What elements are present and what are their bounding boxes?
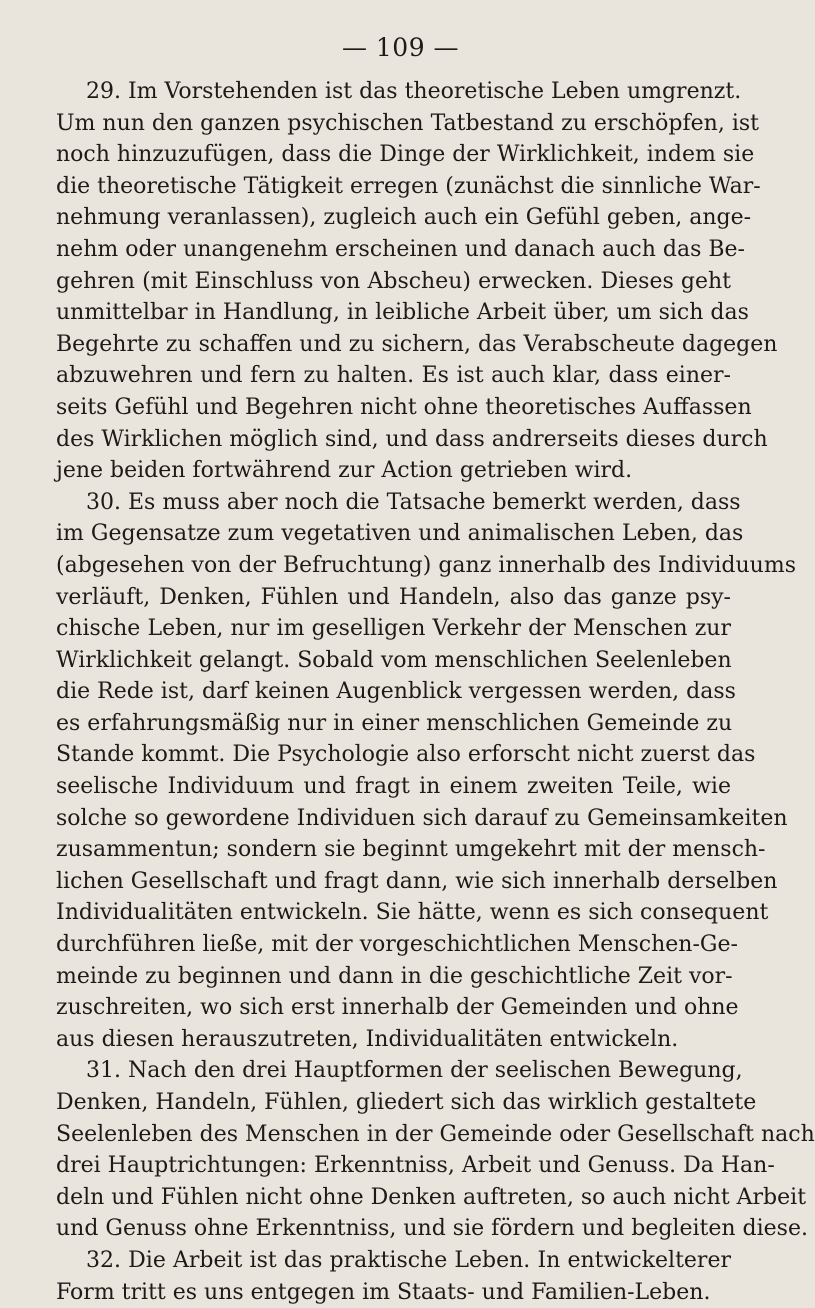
text-line: Individualitäten entwickeln. Sie hätte, wenn es sich consequent [56,900,769,926]
page-number: — 109 — [341,33,460,62]
text-line: 29. Im Vorstehenden ist das theoretische Leben umgrenzt. [86,79,742,104]
text-line: drei Hauptrichtungen: Erkenntniss, Arbeit und Genuss. Da Han- [56,1153,775,1179]
text-line: es erfahrungsmäßig nur in einer menschlichen Gemeinde zu [56,710,733,736]
text-line: zusammentun; sondern sie beginnt umgekehrt mit der mensch- [56,837,766,863]
text-line: abzuwehren und fern zu halten. Es ist auch klar, dass einer- [56,363,731,389]
text-line: 31. Nach den drei Hauptformen der seelischen Bewegung, [86,1058,743,1084]
text-line: deln und Fühlen nicht ohne Denken auftreten, so auch nicht Arbeit [56,1184,807,1210]
text-line: jene beiden fortwährend zur Action getrieben wird. [56,458,633,484]
text-line: 32. Die Arbeit ist das praktische Leben. In entwickelterer [86,1247,731,1273]
text-line: nehmung veranlassen), zugleich auch ein Gefühl geben, ange- [56,205,752,231]
text-line: seelische Individuum und fragt in einem zweiten Teile, wie [56,774,731,800]
text-line: nehm oder unangenehm erscheinen und danach auch das Be- [56,236,745,262]
text-line: gehren (mit Einschluss von Abscheu) erwecken. Dieses geht [56,268,731,294]
text-line: des Wirklichen möglich sind, und dass andrerseits dieses durch [56,426,768,452]
text-line: Denken, Handeln, Fühlen, gliedert sich das wirklich gestaltete [56,1090,757,1115]
text-line: chische Leben, nur im geselligen Verkehr der Menschen zur [56,616,731,642]
text-line: und Genuss ohne Erkenntniss, und sie fördern und begleiten diese. [56,1216,808,1242]
body-text [56,76,815,1308]
text-line: lichen Gesellschaft und fragt dann, wie sich innerhalb derselben [56,868,778,894]
text-line: solche so gewordene Individuen sich darauf zu Gemeinsamkeiten [56,805,788,831]
text-line: Um nun den ganzen psychischen Tatbestand zu erschöpfen, ist [56,110,759,136]
text-line: verläuft, Denken, Fühlen und Handeln, also das ganze psy- [56,584,731,610]
text-line: seits Gefühl und Begehren nicht ohne theoretisches Auffassen [56,394,752,420]
paragraph-1 [56,76,778,487]
text-line: (abgesehen von der Befruchtung) ganz innerhalb des Individuums [56,552,796,578]
paragraph-3 [56,1055,815,1245]
text-line: durchführen ließe, mit der vorgeschichtlichen Menschen-Ge- [56,932,738,958]
text-line: 30. Es muss aber noch die Tatsache bemerkt werden, dass [86,489,741,515]
text-line: meinde zu beginnen und dann in die geschichtliche Zeit vor- [56,963,733,989]
text-line: unmittelbar in Handlung, in leibliche Arbeit über, um sich das [56,300,749,326]
text-line: die Rede ist, darf keinen Augenblick vergessen werden, dass [56,679,736,705]
text-line: aus diesen herauszutreten, Individualitäten entwickeln. [56,1026,679,1052]
text-line: Stande kommt. Die Psychologie also erforscht nicht zuerst das [56,742,756,768]
text-line: Begehrte zu schaffen und zu sichern, das Verabscheute dagegen [56,331,778,357]
text-line: die theoretische Tätigkeit erregen (zunächst die sinnliche War- [56,173,761,199]
paragraph-2 [56,487,796,1056]
text-line: Form tritt es uns entgegen im Staats- und Familien-Leben. [56,1279,711,1305]
text-line: Wirklichkeit gelangt. Sobald vom menschlichen Seelenleben [56,647,732,673]
text-line: zuschreiten, wo sich erst innerhalb der Gemeinden und ohne [56,995,739,1021]
text-line: noch hinzuzufügen, dass die Dinge der Wirklichkeit, indem sie [56,142,755,168]
text-line: Seelenleben des Menschen in der Gemeinde oder Gesellschaft nach [56,1121,815,1147]
text-line: im Gegensatze zum vegetativen und animalischen Leben, das [56,521,744,547]
paragraph-4 [56,1245,731,1308]
